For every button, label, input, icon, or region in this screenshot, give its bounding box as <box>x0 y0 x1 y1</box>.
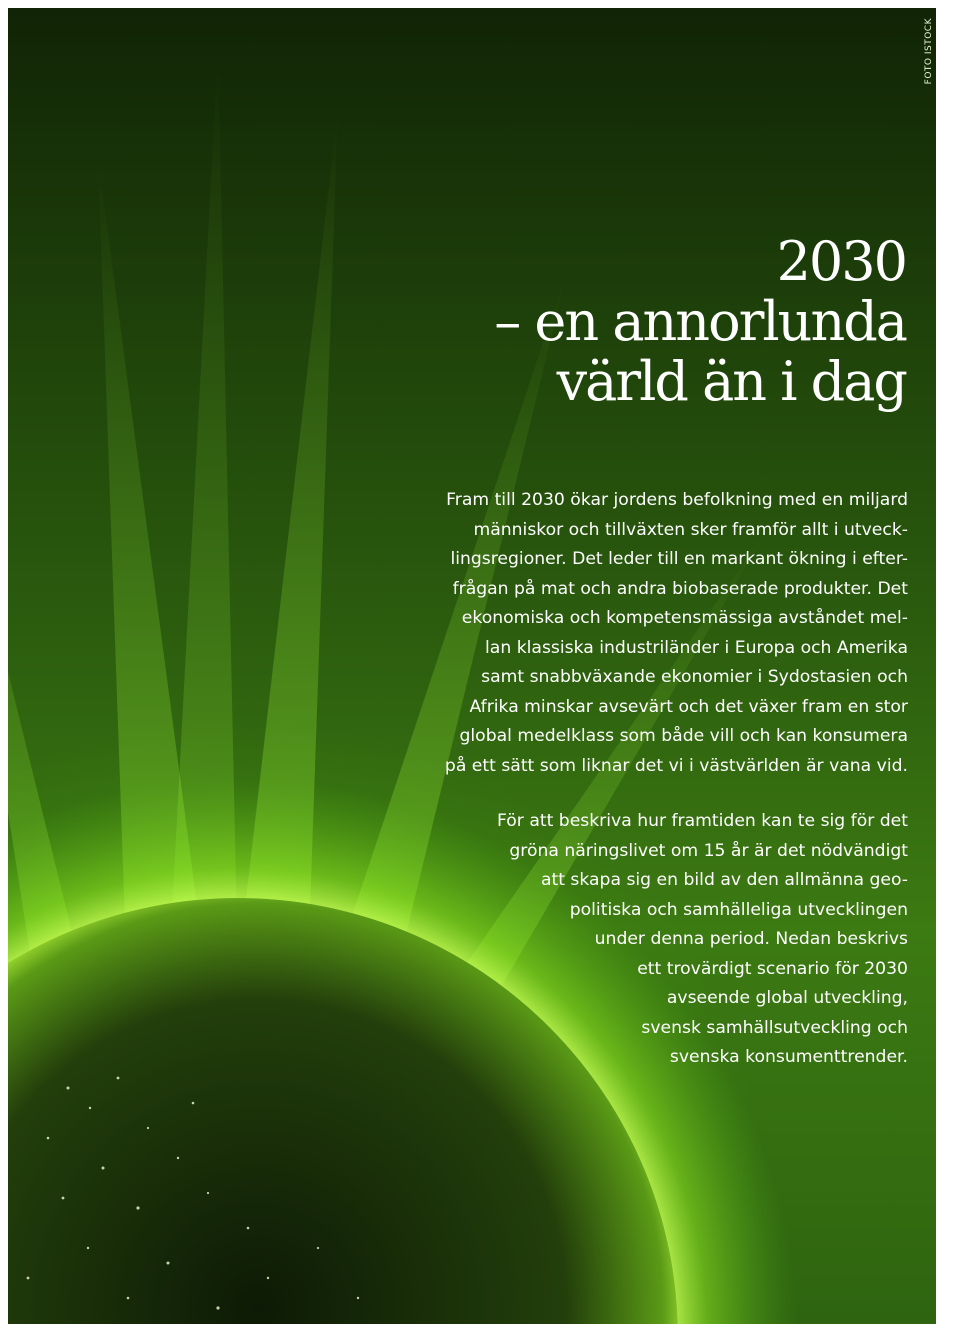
text-line: Fram till 2030 ökar jordens befolkning med en miljard <box>446 490 908 510</box>
text-line: avseende global utveckling, <box>666 988 908 1008</box>
text-line: människor och tillväxten sker framför allt i utveck- <box>473 519 908 540</box>
text-line: svenska konsumenttrender. <box>669 1047 908 1067</box>
text-line: att skapa sig en bild av den allmänna geo- <box>540 870 908 890</box>
second-paragraph <box>388 807 908 1073</box>
text-line: lingsregioner. Det leder till en markant ökning i efter- <box>450 549 908 569</box>
text-line: under denna period. Nedan beskrivs <box>594 929 908 949</box>
headline-line: värld än i dag <box>556 350 906 413</box>
text-line: Afrika minskar avsevärt och det växer fram en stor <box>469 696 908 717</box>
text-line: global medelklass som både vill och kan konsumera <box>459 726 908 746</box>
text-line: gröna näringslivet om 15 år är det nödvändigt <box>509 840 908 861</box>
text-line: frågan på mat och andra biobaserade produkter. Det <box>452 578 908 599</box>
text-line: politiska och samhälleliga utvecklingen <box>569 899 908 920</box>
headline-line: 2030 <box>776 230 906 293</box>
intro-paragraph <box>388 486 908 781</box>
headline <box>494 232 906 412</box>
photo-credit: FOTO ISTOCK <box>924 18 934 85</box>
text-line: samt snabbväxande ekonomier i Sydostasien och <box>481 667 908 687</box>
text-line: ekonomiska och kompetensmässiga avståndet mel- <box>461 608 908 628</box>
text-line: ett trovärdigt scenario för 2030 <box>637 958 908 979</box>
text-line: För att beskriva hur framtiden kan te sig för det <box>497 811 908 831</box>
text-line: lan klassiska industriländer i Europa och Amerika <box>485 637 908 658</box>
text-line: på ett sätt som liknar det vi i västvärlden är vana vid. <box>444 755 908 776</box>
cover-page <box>8 8 936 1324</box>
headline-line: – en annorlunda <box>494 290 906 353</box>
text-line: svensk samhällsutveckling och <box>641 1017 908 1038</box>
